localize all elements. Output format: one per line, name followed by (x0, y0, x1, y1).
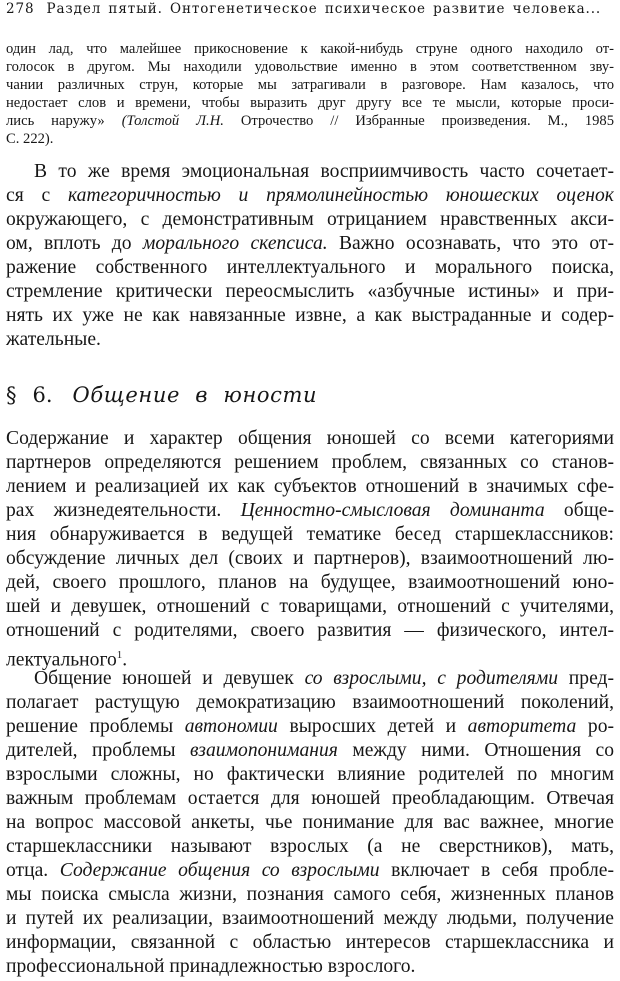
text-line: на вопрос массовой анкеты, чье понимание для вас важнее, многие (6, 812, 614, 833)
quote-source-author: (Толстой Л.Н. (121, 113, 224, 129)
quote-line: С. 222). (6, 131, 54, 147)
text-line: отца. Содержание общения со взрослыми включает в себя пробле- (6, 860, 615, 881)
quote-line: голосок в другом. Мы находили удовольствие именно в этом соответственном зву- (6, 59, 614, 75)
running-header (6, 0, 616, 18)
text-line: нять их уже не как навязанные извне, а как выстраданные и содер- (6, 305, 614, 326)
footnote-reference[interactable]: 1 (116, 649, 123, 661)
text-line: полагает растущую демократизацию взаимоотношений поколений, (6, 692, 614, 713)
text-line: взрослыми сложны, но фактически влияние родителей по многим (6, 764, 614, 785)
text-line: ния обнаруживается в ведущей тематике бесед старшеклассников: (6, 524, 614, 545)
page-number: 278 (6, 1, 35, 17)
text-line: дей, своего прошлого, планов на будущее, взаимоотношений юно- (6, 572, 614, 593)
section-mark: § (6, 383, 17, 407)
quote-line: чании различных струн, которые мы затрагивали в разговоре. Нам казалось, что (6, 77, 614, 93)
text-line: шей и девушек, отношений с товарищами, отношений с учителями, (6, 596, 614, 617)
section-number: 6. (32, 383, 53, 407)
text-line: стремление критически переосмыслить «азбучные истины» и при- (6, 281, 614, 302)
text-line: отношений с родителями, своего развития — физического, интел- (6, 620, 614, 641)
section-title: Общение в юности (72, 383, 318, 407)
text-line: лением и реализацией их как субъектов отношений в значимых сфе- (6, 476, 614, 497)
running-title: Раздел пятый. Онтогенетическое психическое развитие человека... (46, 1, 602, 17)
quote-line: один лад, что малейшее прикосновение к какой-нибудь струне одного находило от- (6, 41, 614, 57)
text-line: лектуального$^1$. (6, 649, 128, 671)
text-line: профессиональной принадлежностью взрослого. (6, 956, 416, 977)
text-line: информации, связанной с областью интересов старшеклассника и (6, 932, 614, 953)
text-line: Содержание и характер общения юношей со всеми категориями (6, 428, 614, 449)
quote-line: недостает слов и времени, чтобы выразить друг другу все те мысли, которые проси- (6, 95, 614, 111)
text-line: ом, вплоть до морального скепсиса. Важно осознавать, что это от- (6, 233, 614, 254)
text-line: ся с категоричностью и прямолинейностью юношеских оценок (6, 185, 614, 206)
quote-line: лись наружу» (Толстой Л.Н. Отрочество // Избранные произведения. М., 1985 (6, 113, 615, 129)
section-heading (6, 380, 317, 410)
text-line: дителей, проблемы взаимопонимания между ними. Отношения со (6, 740, 615, 761)
text-line: В то же время эмоциональная восприимчивость часто сочетает- (34, 161, 614, 182)
text-line: Общение юношей и девушек со взрослыми, с родителями пред- (34, 668, 614, 689)
text-line: важным проблемам остается для юношей преобладающим. Отвечая (6, 788, 614, 809)
text-line: и путей их реализации, взаимоотношений между людьми, получение (6, 908, 614, 929)
text-line: окружающего, с демонстративным отрицанием нравственных акси- (6, 209, 614, 230)
text-line: партнеров определяются решением проблем, связанных со станов- (6, 452, 614, 473)
text-line: мы поиска смысла жизни, познания самого себя, жизненных планов (6, 884, 614, 905)
text-line: ражение собственного интеллектуального и морального поиска, (6, 257, 614, 278)
text-line: рах жизнедеятельности. Ценностно-смысловая доминанта обще- (6, 500, 614, 521)
text-line: жательные. (6, 329, 101, 350)
text-line: старшеклассники называют взрослых (а не сверстников), мать, (6, 836, 614, 857)
text-line: обсуждение личных дел (своих и партнеров), взаимоотношений лю- (6, 548, 614, 569)
text-line: решение проблемы автономии выросших детей и авторитета ро- (6, 716, 615, 737)
